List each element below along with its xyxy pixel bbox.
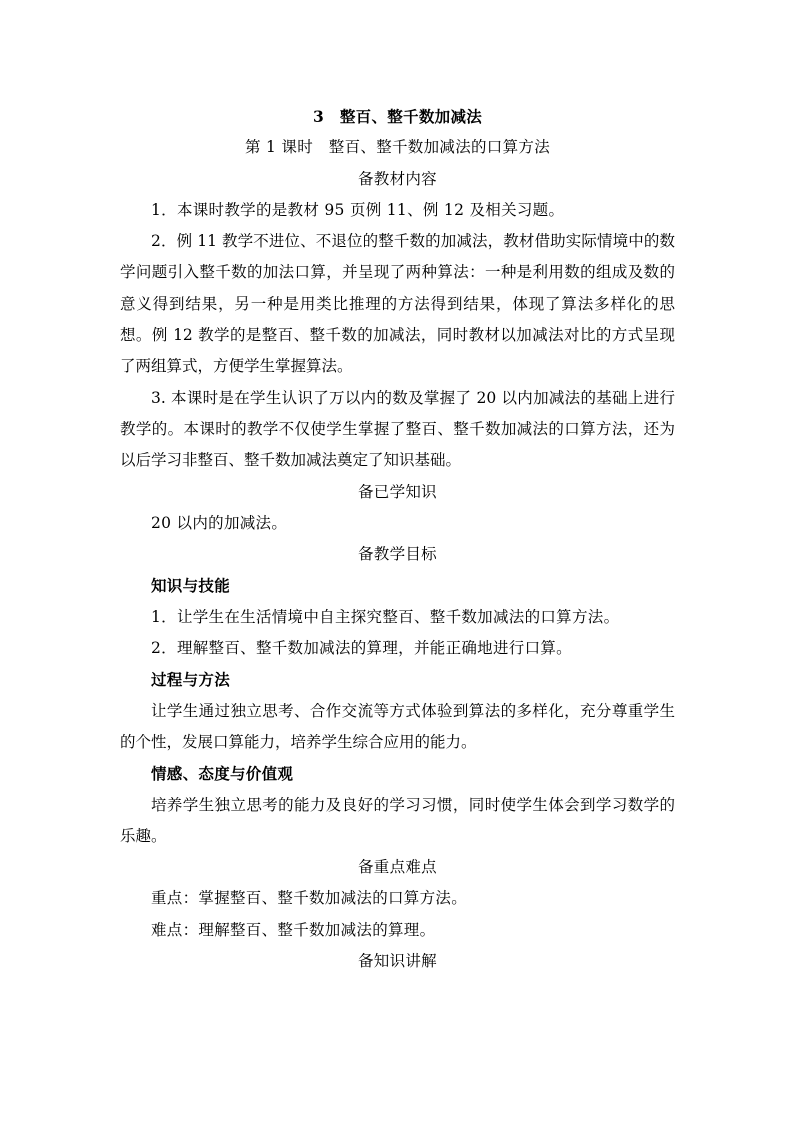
subheading-emotion-values: 情感、态度与价值观	[151, 764, 294, 784]
paragraph-knowledge-1: 1．让学生在生活情境中自主探究整百、整千数加减法的口算方法。	[151, 607, 620, 626]
subheading-process-methods: 过程与方法	[151, 670, 231, 690]
paragraph-key-point: 重点：掌握整百、整千数加减法的口算方法。	[151, 889, 468, 908]
section-heading-textbook-content: 备教材内容	[357, 169, 437, 188]
document-body	[120, 101, 675, 977]
paragraph-textbook-1: 1．本课时教学的是教材 95 页例 11、例 12 及相关习题。	[151, 200, 565, 219]
section-heading-key-points: 备重点难点	[357, 858, 437, 877]
paragraph-textbook-2: 2．例 11 教学不进位、不退位的整千数的加减法，教材借助实际情境中的数学问题引入整千数的加法口算，并呈现了两种算法：一种是利用数的组成及数的意义得到结果，另一种是用类比推理的方法得到结果，体现了算法多样化的思想。例 12 教学的是整百、整千数的加减法，同时教材以加减法对比的方式呈现了两组算式，方便学生掌握算法。	[120, 232, 675, 376]
section-heading-prior-knowledge: 备已学知识	[357, 482, 437, 501]
chapter-title: 3 整百、整千数加减法	[312, 107, 483, 126]
paragraph-difficult-point: 难点：理解整百、整千数加减法的算理。	[151, 920, 436, 939]
lesson-title: 第 1 课时 整百、整千数加减法的口算方法	[244, 138, 551, 157]
paragraph-emotion: 培养学生独立思考的能力及良好的学习习惯，同时使学生体会到学习数学的乐趣。	[120, 795, 675, 845]
subheading-knowledge-skills: 知识与技能	[151, 576, 231, 596]
paragraph-process: 让学生通过独立思考、合作交流等方式体验到算法的多样化，充分尊重学生的个性，发展口算能力，培养学生综合应用的能力。	[120, 701, 675, 751]
section-heading-knowledge-explanation: 备知识讲解	[357, 952, 437, 971]
paragraph-textbook-3: 3. 本课时是在学生认识了万以内的数及掌握了 20 以内加减法的基础上进行教学的。本课时的教学不仅使学生掌握了整百、整千数加减法的口算方法，还为以后学习非整百、整千数加减法奠定了知识基础。	[120, 388, 675, 470]
paragraph-knowledge-2: 2．理解整百、整千数加减法的算理，并能正确地进行口算。	[151, 639, 572, 658]
paragraph-prior-knowledge: 20 以内的加减法。	[151, 513, 288, 532]
section-heading-teaching-goals: 备教学目标	[357, 545, 437, 564]
